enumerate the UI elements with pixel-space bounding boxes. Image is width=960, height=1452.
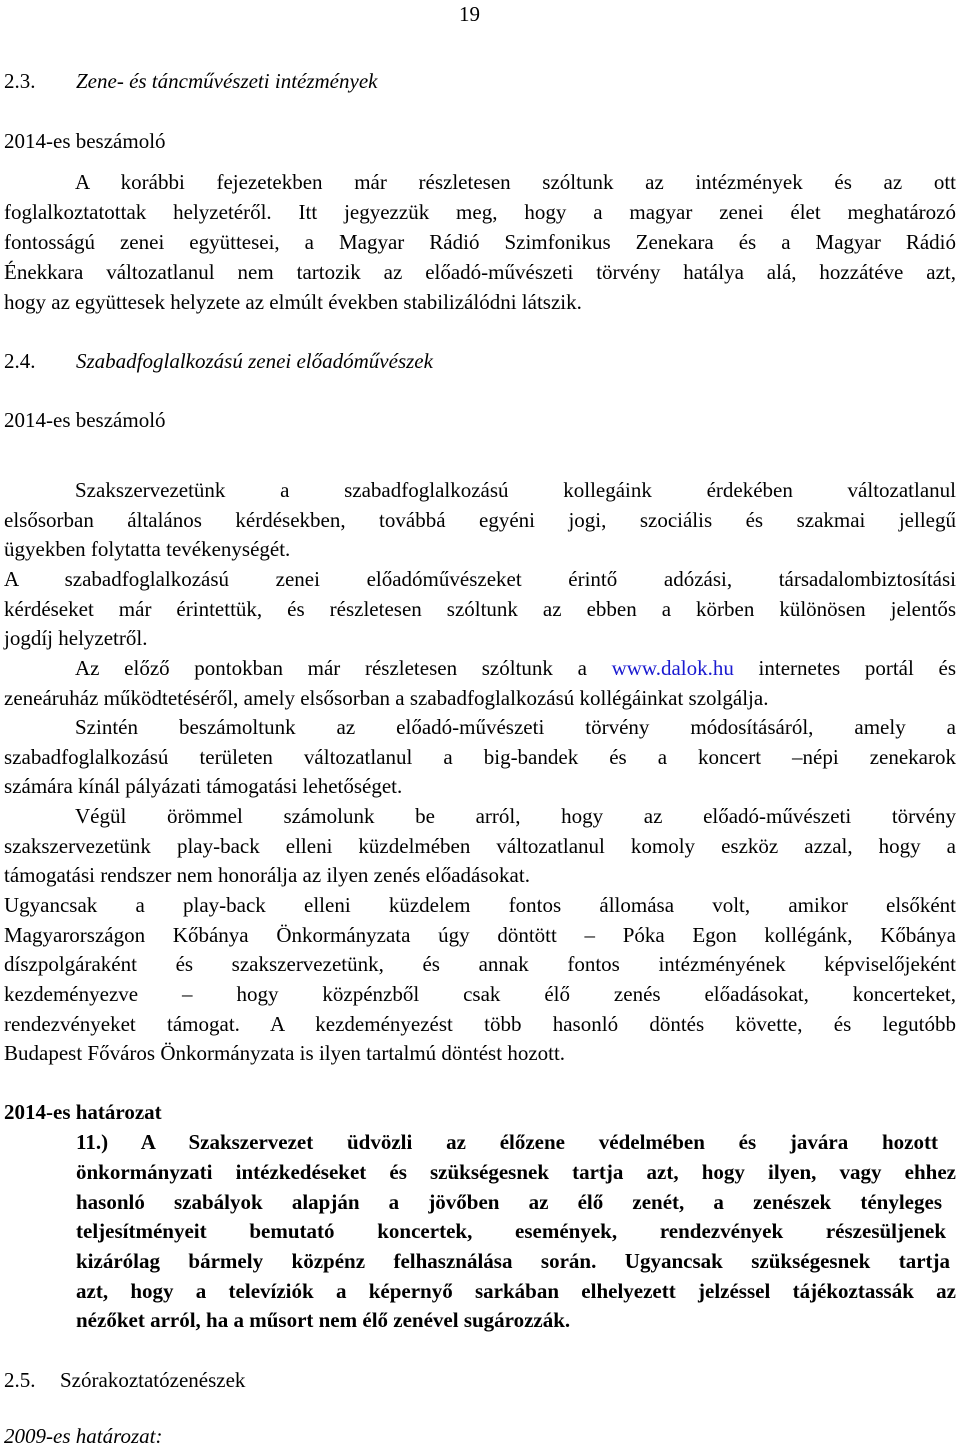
text-before-link: Az előző pontokban már részletesen szóltunk a (75, 656, 587, 680)
paragraph-line: foglalkoztatottak helyzetéről. Itt jegyezzük meg, hogy a magyar zenei élet meghatározó (4, 200, 956, 224)
paragraph-line: kérdéseket már érintettük, és részletesen szóltunk az ebben a körben különösen jelentős (4, 597, 956, 621)
section-2-4-heading (4, 347, 956, 377)
paragraph-line: zeneáruház működtetéséről, amely elsősorban a szabadfoglalkozású kollégáinkat szolgálja. (4, 686, 769, 710)
paragraph-line: Budapest Főváros Önkormányzata is ilyen tartalmú döntést hozott. (4, 1041, 566, 1065)
section-2-3-heading (4, 67, 956, 97)
resolution-line: azt, hogy a televíziók a képernyő sarkában elhelyezett jelzéssel tájékoztassák az (76, 1279, 956, 1303)
paragraph-line: Magyarországon Kőbánya Önkormányzata úgy döntött – Póka Egon kollégánk, Kőbánya (4, 923, 956, 947)
paragraph-line: elsősorban általános kérdésekben, továbbá egyéni jogi, szociális és szakmai jellegű (4, 508, 956, 532)
resolution-2009-heading: 2009-es határozat: (4, 1424, 163, 1448)
paragraph-line: jogdíj helyzetről. (4, 626, 148, 650)
report-label: 2014-es beszámoló (4, 129, 166, 153)
paragraph-line: Szintén beszámoltunk az előadó-művészeti törvény módosításáról, amely a (75, 715, 956, 739)
report-label: 2014-es beszámoló (4, 408, 166, 432)
paragraph-line: fontosságú zenei együttesei, a Magyar Rádió Szimfonikus Zenekara és a Magyar Rádió (4, 230, 956, 254)
resolution-line: 11.) A Szakszervezet üdvözli az élőzene védelmében és javára hozott (76, 1130, 938, 1154)
resolution-line: nézőket arról, ha a műsort nem élő zenével sugározzák. (76, 1308, 571, 1332)
paragraph-line: Végül örömmel számolunk be arról, hogy az előadó-művészeti törvény (75, 804, 956, 828)
paragraph-line: szakszervezetünk play-back elleni küzdelmében változatlanul komoly eszköz azzal, hogy a (4, 834, 956, 858)
paragraph-line: támogatási rendszer nem honorálja az ilyen zenés előadásokat. (4, 863, 530, 887)
resolution-line: kizárólag bármely közpénz felhasználása során. Ugyancsak szükségesnek tartja (76, 1249, 950, 1273)
resolution-heading: 2014-es határozat (4, 1100, 162, 1124)
paragraph-line: szabadfoglalkozású területen változatlanul a big-bandek és a koncert –népi zenekarok (4, 745, 956, 769)
paragraph-line: Szakszervezetünk a szabadfoglalkozású kollegáink érdekében változatlanul (75, 478, 956, 502)
paragraph-line: ügyekben folytatta tevékenységét. (4, 537, 291, 561)
paragraph-line: A korábbi fejezetekben már részletesen szóltunk az intézmények és az ott (75, 170, 956, 194)
section-number: 2.3. (4, 69, 36, 93)
paragraph-line: hogy az együttesek helyzete az elmúlt években stabilizálódni látszik. (4, 290, 582, 314)
section-2-5-heading (4, 1366, 956, 1396)
resolution-line: teljesítményeit bemutató koncertek, események, rendezvények részesüljenek (76, 1219, 946, 1243)
resolution-line: hasonló szabályok alapján a jövőben az élő zenét, a zenészek tényleges (76, 1190, 942, 1214)
section-number: 2.4. (4, 349, 36, 373)
paragraph-line: díszpolgáraként és szakszervezetünk, és annak fontos intézményének képviselőjeként (4, 952, 956, 976)
section-title: Szabadfoglalkozású zenei előadóművészek (76, 349, 433, 373)
dalok-link[interactable]: www.dalok.hu (611, 656, 734, 680)
page-number: 19 (459, 2, 480, 26)
section-title: Szórakoztatózenészek (60, 1368, 246, 1392)
paragraph-line: kezdeményezve – hogy közpénzből csak élő zenés előadásokat, koncerteket, (4, 982, 956, 1006)
paragraph-line: A szabadfoglalkozású zenei előadóművészeket érintő adózási, társadalombiztosítási (4, 567, 956, 591)
section-title: Zene- és táncművészeti intézmények (76, 69, 378, 93)
text-after-link: internetes portál és (758, 656, 956, 680)
paragraph-line: Énekkara változatlanul nem tartozik az előadó-művészeti törvény hatálya alá, hozzátéve azt, (4, 260, 956, 284)
paragraph-line-with-link (4, 654, 956, 684)
section-number: 2.5. (4, 1368, 36, 1392)
resolution-line: önkormányzati intézkedéseket és szükségesnek tartja azt, hogy ilyen, vagy ehhez (76, 1160, 956, 1184)
paragraph-line: rendezvényeket támogat. A kezdeményezést több hasonló döntés követte, és legutóbb (4, 1012, 956, 1036)
paragraph-line: Ugyancsak a play-back elleni küzdelem fontos állomása volt, amikor elsőként (4, 893, 956, 917)
paragraph-line: számára kínál pályázati támogatási lehetőséget. (4, 774, 403, 798)
